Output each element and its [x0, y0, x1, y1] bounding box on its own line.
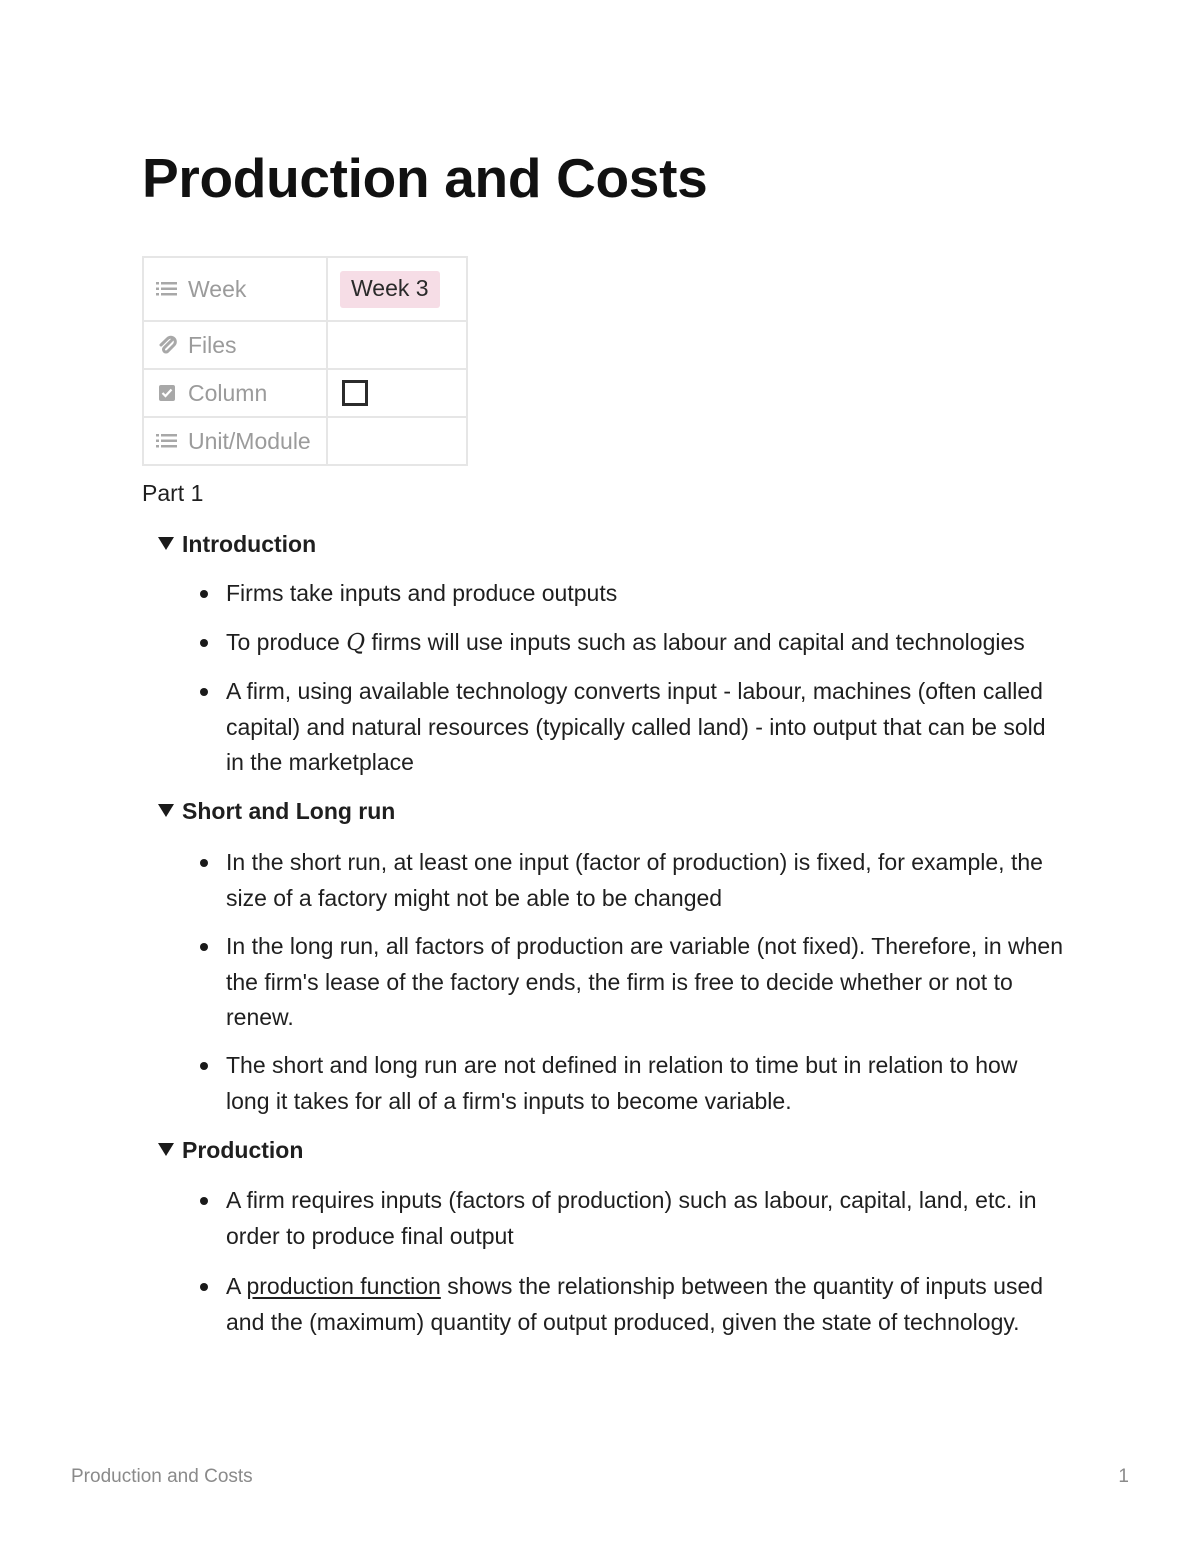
property-label-unit-module: Unit/Module: [188, 427, 311, 454]
list-item: The short and long run are not defined in relation to time but in relation to how long it takes for all of a firm's inputs to become variable.: [226, 1048, 1066, 1119]
toggle-production[interactable]: [158, 1137, 303, 1164]
property-label-week: Week: [188, 275, 247, 302]
week-tag[interactable]: Week 3: [340, 271, 440, 308]
property-row-files: [143, 321, 467, 369]
list-item: In the long run, all factors of production are variable (not fixed). Therefore, in when the firm's lease of the factory ends, the firm is free to decide whether or not to renew.: [226, 929, 1066, 1036]
property-row-column: [143, 369, 467, 417]
page-title: Production and Costs: [142, 147, 708, 209]
unit-module-value[interactable]: [327, 417, 467, 465]
list-item: To produce Q firms will use inputs such as labour and capital and technologies: [226, 625, 1066, 662]
files-value[interactable]: [327, 321, 467, 369]
production-function-link[interactable]: production function: [246, 1273, 441, 1299]
list-item: A firm requires inputs (factors of production) such as labour, capital, land, etc. in order to produce final output: [226, 1183, 1066, 1254]
checkbox-icon: [156, 382, 178, 404]
property-label-column: Column: [188, 379, 268, 406]
toggle-triangle-icon: [158, 1143, 174, 1156]
toggle-short-and-long-run[interactable]: [158, 798, 395, 825]
page-number: 1: [1118, 1466, 1129, 1487]
column-checkbox[interactable]: [342, 380, 368, 406]
toggle-triangle-icon: [158, 537, 174, 550]
section-heading: Short and Long run: [182, 798, 396, 824]
paperclip-icon: [156, 334, 178, 356]
property-row-week: [143, 257, 467, 321]
property-label-files: Files: [188, 331, 237, 358]
list-item: Firms take inputs and produce outputs: [226, 576, 1066, 612]
list-icon: [156, 430, 178, 452]
list-icon: [156, 278, 178, 300]
properties-table: [142, 256, 468, 466]
section-heading: Introduction: [182, 531, 317, 557]
list-item: A production function shows the relationship between the quantity of inputs used and the (maximum) quantity of output produced, given the state of technology.: [226, 1269, 1066, 1340]
list-item: A firm, using available technology converts input - labour, machines (often called capital) and natural resources (typically called land) - into output that can be sold in the marketplace: [226, 674, 1066, 781]
section-heading: Production: [182, 1137, 304, 1163]
footer-title: Production and Costs: [71, 1466, 253, 1487]
toggle-introduction[interactable]: [158, 531, 316, 558]
math-q: Q: [346, 630, 366, 656]
part-label: Part 1: [142, 480, 204, 506]
list-item: In the short run, at least one input (factor of production) is fixed, for example, the size of a factory might not be able to be changed: [226, 845, 1066, 916]
toggle-triangle-icon: [158, 804, 174, 817]
property-row-unit-module: [143, 417, 467, 465]
